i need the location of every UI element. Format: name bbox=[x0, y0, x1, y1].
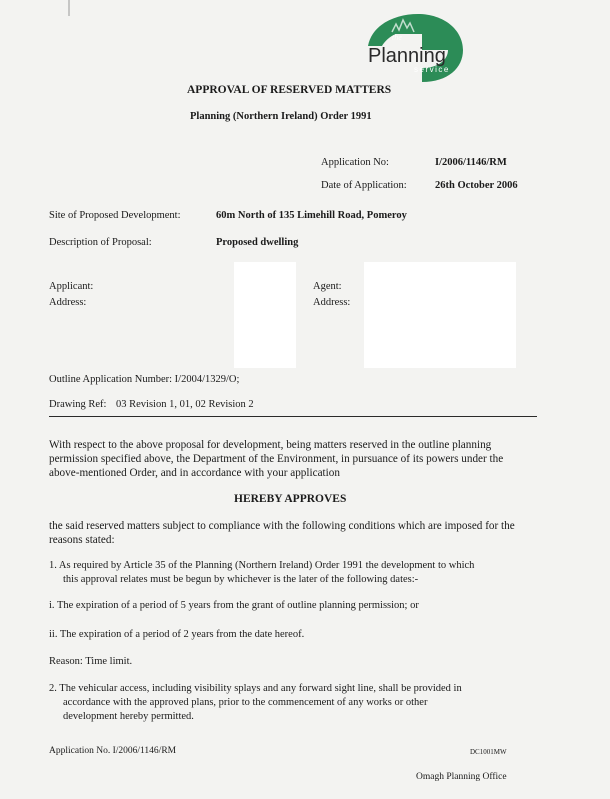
divider bbox=[49, 416, 537, 417]
condition-2-line-2: accordance with the approved plans, prior to the commencement of any works or other bbox=[63, 697, 428, 708]
logo-small-text: the bbox=[392, 33, 402, 42]
agent-label: Agent: bbox=[313, 281, 342, 292]
hereby-approves-heading: HEREBY APPROVES bbox=[234, 493, 347, 505]
footer-application-no: Application No. I/2006/1146/RM bbox=[49, 746, 177, 756]
planning-service-logo bbox=[362, 12, 466, 84]
intro-paragraph: With respect to the above proposal for development, being matters reserved in the outline planning permission specified above, the Department of the Environment, in pursuance of its powers under the above-mentioned Order, and in accordance with your application bbox=[49, 439, 504, 479]
description-label: Description of Proposal: bbox=[49, 237, 152, 248]
reason-text: Reason: Time limit. bbox=[49, 656, 133, 667]
condition-1-item-i: i. The expiration of a period of 5 years from the grant of outline planning permission; or bbox=[49, 600, 419, 611]
condition-2-line-3: development hereby permitted. bbox=[63, 711, 194, 722]
condition-1-line-1: 1. As required by Article 35 of the Planning (Northern Ireland) Order 1991 the development to which bbox=[49, 560, 475, 571]
footer-office: Omagh Planning Office bbox=[416, 772, 507, 782]
scan-artifact bbox=[68, 0, 70, 16]
condition-1-item-ii: ii. The expiration of a period of 2 years from the date hereof. bbox=[49, 629, 305, 640]
drawing-ref-value: 03 Revision 1, 01, 02 Revision 2 bbox=[116, 399, 254, 410]
document-title: APPROVAL OF RESERVED MATTERS bbox=[187, 84, 392, 96]
outline-application-number: Outline Application Number: I/2004/1329/O; bbox=[49, 374, 240, 385]
application-date-label: Date of Application: bbox=[321, 180, 407, 191]
application-no-label: Application No: bbox=[321, 157, 389, 168]
application-date-value: 26th October 2006 bbox=[435, 180, 518, 191]
agent-address-label: Address: bbox=[313, 297, 351, 308]
condition-1-line-2: this approval relates must be begun by whichever is the later of the following dates:- bbox=[63, 574, 419, 585]
description-value: Proposed dwelling bbox=[216, 237, 299, 248]
site-label: Site of Proposed Development: bbox=[49, 210, 181, 221]
applicant-redaction bbox=[234, 262, 296, 368]
application-no-value: I/2006/1146/RM bbox=[435, 157, 507, 168]
logo-main-text: Planning bbox=[368, 45, 446, 67]
footer-form-code: DC1001MW bbox=[470, 748, 507, 756]
logo-service-text: service bbox=[414, 65, 450, 74]
condition-2-line-1: 2. The vehicular access, including visibility splays and any forward sight line, shall be provided in bbox=[49, 683, 462, 694]
conditions-intro: the said reserved matters subject to compliance with the following conditions which are imposed for the reasons stated: bbox=[49, 520, 515, 546]
drawing-ref-label: Drawing Ref: bbox=[49, 399, 107, 410]
agent-redaction bbox=[364, 262, 516, 368]
site-value: 60m North of 135 Limehill Road, Pomeroy bbox=[216, 210, 407, 221]
document-subtitle: Planning (Northern Ireland) Order 1991 bbox=[190, 111, 372, 122]
applicant-label: Applicant: bbox=[49, 281, 94, 292]
applicant-address-label: Address: bbox=[49, 297, 87, 308]
